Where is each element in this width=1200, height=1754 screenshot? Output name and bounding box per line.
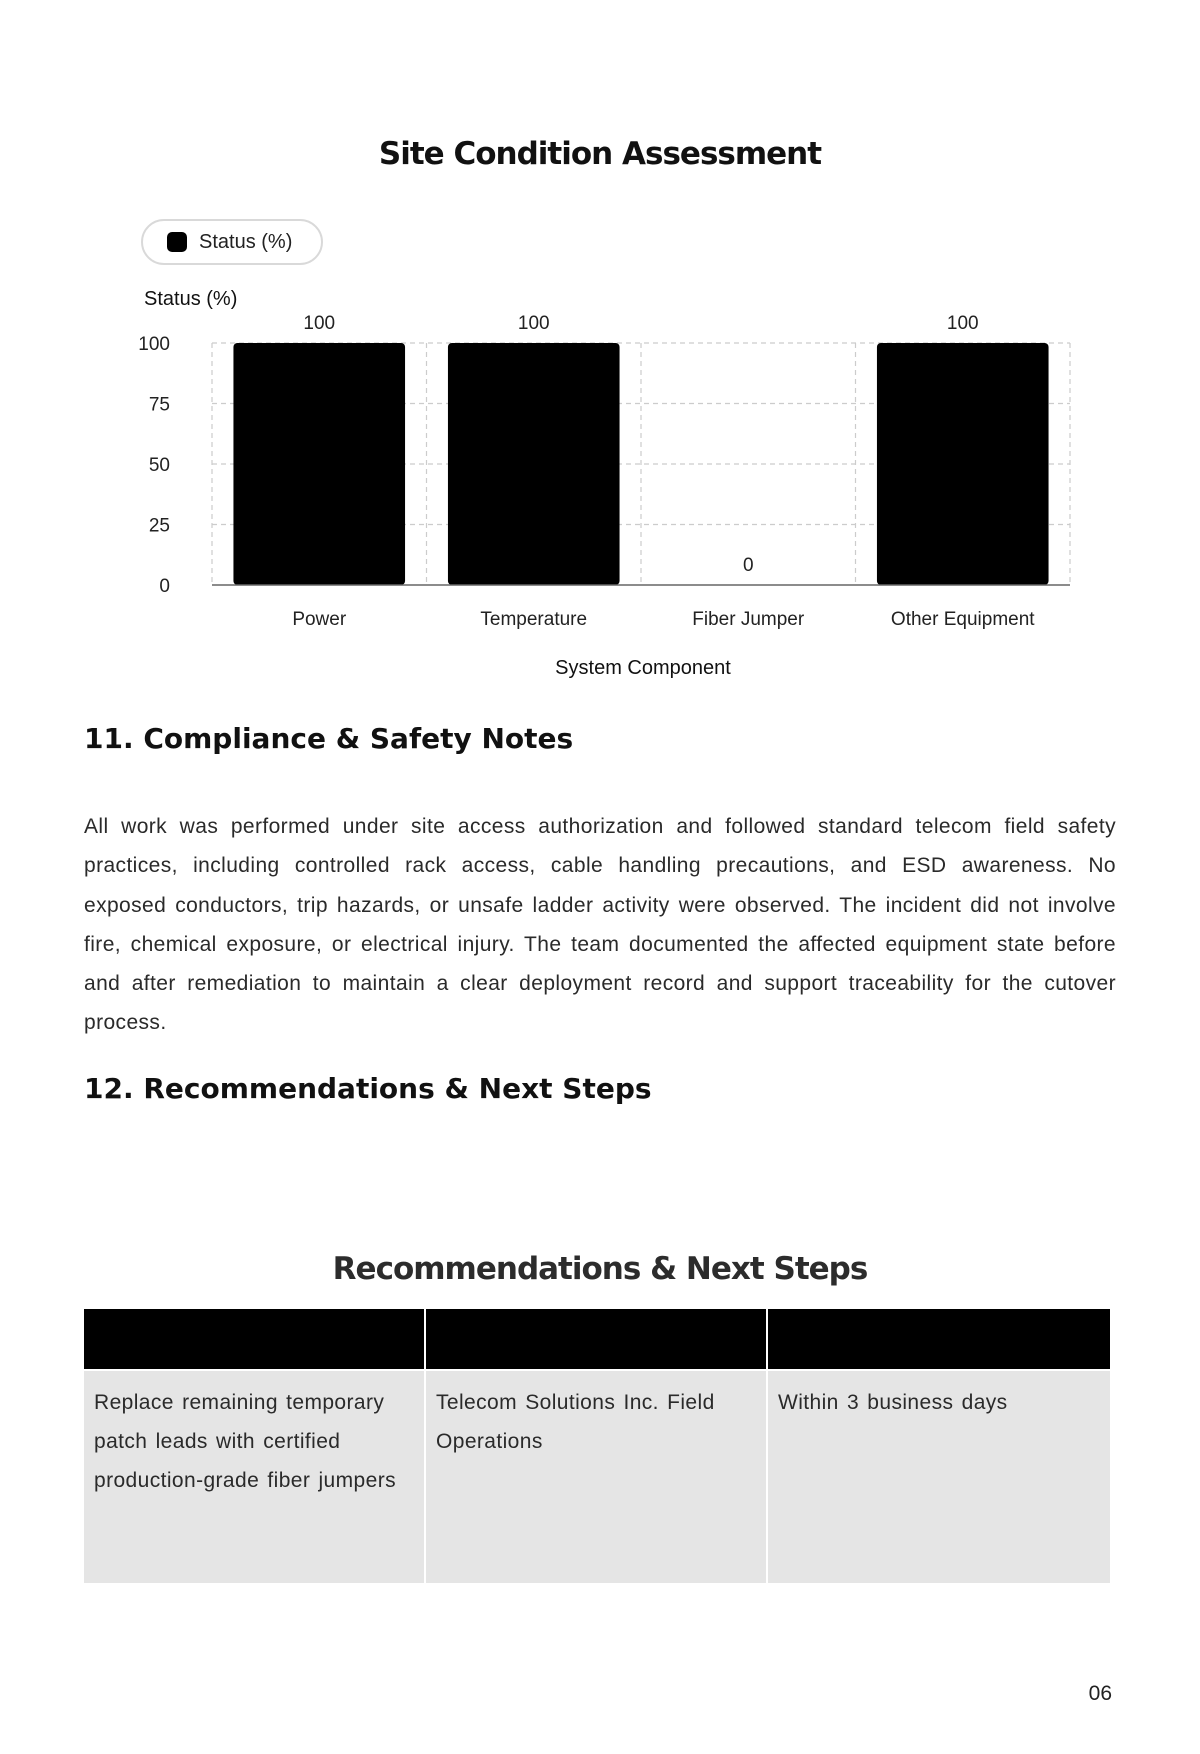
x-tick-label: Temperature <box>480 609 588 630</box>
bar-chart <box>0 280 1200 700</box>
table-cell-action: Replace remaining temporary patch leads with certified production-grade fiber jumpers <box>84 1370 425 1583</box>
bar <box>448 343 620 585</box>
chart-legend[interactable] <box>141 219 323 265</box>
compliance-body: All work was performed under site access authorization and followed standard telecom field safety practices, including controlled rack access, cable handling precautions, and ESD awareness. No exposed conductors, trip hazards, or unsafe ladder activity were observed. The incident did not involve fire, chemical exposure, or electrical injury. The team documented the affected equipment state before and after remediation to maintain a clear deployment record and support traceability for the cutover process. <box>84 815 1116 1035</box>
x-tick-label: Fiber Jumper <box>692 609 805 630</box>
legend-swatch <box>167 232 187 252</box>
table-header-cell <box>425 1309 767 1370</box>
table-cell-timeline: Within 3 business days <box>767 1370 1110 1583</box>
y-tick-label: 0 <box>159 576 170 597</box>
y-tick-label: 25 <box>148 515 170 537</box>
chart-title: Site Condition Assessment <box>378 136 822 172</box>
table-header-cell <box>767 1309 1110 1370</box>
table-cell-owner: Telecom Solutions Inc. Field Operations <box>425 1370 767 1583</box>
y-tick-label: 75 <box>148 394 170 416</box>
y-axis-label: Status (%) <box>144 288 238 310</box>
bar <box>877 343 1049 585</box>
page-number: 06 <box>1088 1682 1112 1705</box>
table-title: Recommendations & Next Steps <box>332 1251 868 1287</box>
bar-value-label: 100 <box>303 313 336 334</box>
y-tick-label: 100 <box>138 334 170 355</box>
table-row <box>84 1370 1110 1583</box>
x-tick-label: Power <box>292 609 347 630</box>
x-tick-label: Other Equipment <box>890 609 1035 630</box>
legend-label: Status (%) <box>199 230 293 253</box>
x-axis-label: System Component <box>555 657 731 679</box>
bar-value-label: 100 <box>517 313 550 334</box>
table-header-cell <box>84 1309 425 1370</box>
compliance-heading: 11. Compliance & Safety Notes <box>84 722 574 755</box>
table-header-row <box>84 1309 1110 1370</box>
recommendations-heading: 12. Recommendations & Next Steps <box>84 1072 652 1105</box>
bar-value-label: 0 <box>742 555 754 576</box>
bar-value-label: 100 <box>946 313 979 334</box>
y-tick-label: 50 <box>148 455 170 476</box>
bar <box>233 343 405 585</box>
recommendations-table <box>84 1309 1110 1583</box>
